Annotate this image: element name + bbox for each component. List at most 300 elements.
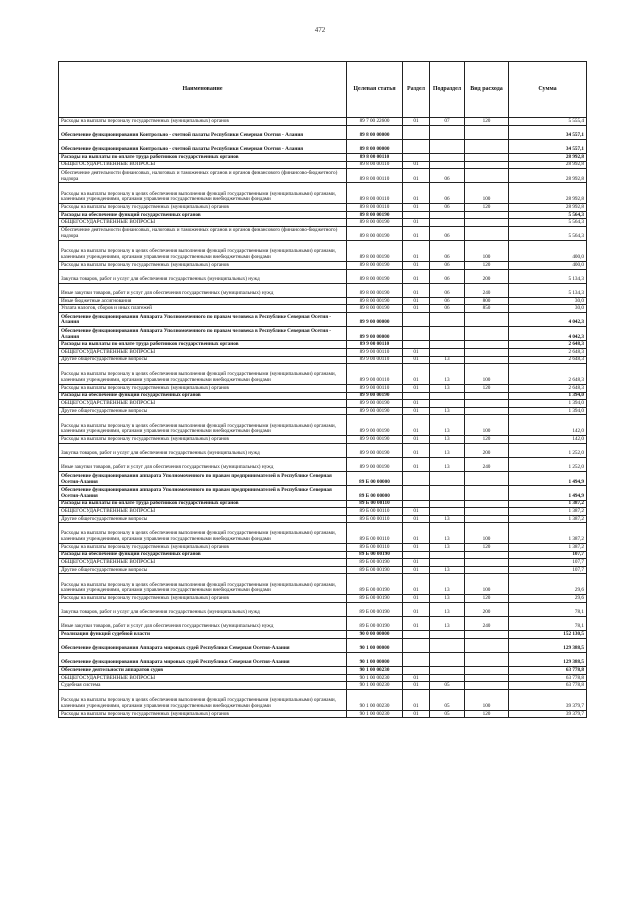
cell-name: Расходы на выплаты персоналу в целях обеспечения выполнения функций государственными (муниципальными) органами, казенными учреждениями, органами управления государственными внебюджетными фондами [59,241,347,262]
table-row [59,710,587,718]
cell-amount: 1 494,9 [509,472,587,486]
cell-name: Расходы на выплаты персоналу государственных (муниципальных) органов [59,261,347,269]
cell-section: 01 [403,443,430,457]
cell-name: Иные закупки товаров, работ и услуг для обеспечения государственных (муниципальных) нужд [59,617,347,631]
cell-section: 01 [403,690,430,711]
cell-name: Расходы на обеспечение функций государственных органов [59,392,347,400]
cell-section: 01 [403,305,430,313]
cell-target-code: 89 8 00 00190 [347,297,403,305]
cell-subsection [430,219,465,227]
cell-section [403,139,430,153]
cell-target-code: 89 9 00 00110 [347,349,403,357]
cell-name: Расходы на выплаты персоналу в целях обеспечения выполнения функций государственными (муниципальными) органами, казенными учреждениями, органами управления государственными внебюджетными фондами [59,574,347,595]
cell-expense-type: 100 [465,241,509,262]
cell-expense-type: 120 [465,385,509,393]
table-row [59,551,587,559]
cell-name: Уплата налогов, сборов и иных платежей [59,305,347,313]
cell-name: Обеспечение функционирования Аппарата Уполномоченного по правам человека в Республике Северная Осетия - Алания [59,313,347,327]
cell-target-code: 89 8 00 00190 [347,269,403,283]
cell-section: 01 [403,349,430,357]
cell-amount: 63 778,8 [509,674,587,682]
table-row [59,690,587,711]
table-row [59,631,587,639]
cell-subsection: 05 [430,710,465,718]
cell-target-code: 89 8 00 00190 [347,226,403,240]
cell-target-code: 89 Б 00 00110 [347,515,403,523]
cell-target-code: 89 Б 00 00110 [347,544,403,552]
cell-target-code: 89 8 00 00190 [347,261,403,269]
cell-name: Расходы на выплаты персоналу государственных (муниципальных) органов [59,544,347,552]
cell-amount: 1 252,0 [509,457,587,471]
table-row [59,436,587,444]
cell-name: Обеспечение функционирования Контрольно - счетной палаты Республики Северная Осетия - Алания [59,139,347,153]
cell-target-code: 89 Б 00 00110 [347,500,403,508]
cell-name: ОБЩЕГОСУДАРСТВЕННЫЕ ВОПРОСЫ [59,349,347,357]
cell-section [403,472,430,486]
cell-target-code: 89 9 00 00110 [347,364,403,385]
cell-target-code: 89 8 00 00110 [347,204,403,212]
cell-amount: 142,0 [509,436,587,444]
cell-name: Обеспечение функционирования Аппарата Уполномоченного по правам человека в Республике Северная Осетия - Алания [59,327,347,341]
table-row [59,559,587,567]
table-row [59,241,587,262]
cell-expense-type [465,486,509,500]
cell-expense-type [465,392,509,400]
table-row [59,515,587,523]
cell-subsection: 13 [430,595,465,603]
table-row [59,682,587,690]
cell-amount: 1 394,0 [509,392,587,400]
cell-expense-type: 200 [465,443,509,457]
cell-expense-type: 200 [465,269,509,283]
cell-target-code: 90 1 00 00230 [347,710,403,718]
cell-target-code: 89 8 00 00110 [347,169,403,183]
cell-name: ОБЩЕГОСУДАРСТВЕННЫЕ ВОПРОСЫ [59,219,347,227]
cell-section [403,211,430,219]
table-row [59,283,587,297]
cell-expense-type [465,400,509,408]
table-row [59,638,587,652]
cell-amount: 129 388,5 [509,638,587,652]
cell-amount: 2 648,3 [509,356,587,364]
cell-amount: 2 648,3 [509,385,587,393]
cell-expense-type: 120 [465,544,509,552]
cell-subsection [430,559,465,567]
cell-expense-type [465,674,509,682]
table-row [59,219,587,227]
cell-name: Другие общегосударственные вопросы [59,515,347,523]
cell-amount: 1 387,2 [509,500,587,508]
cell-amount: 1 394,0 [509,400,587,408]
cell-target-code: 89 Б 00 00190 [347,617,403,631]
cell-expense-type [465,139,509,153]
cell-section: 01 [403,436,430,444]
cell-section: 01 [403,457,430,471]
cell-name: Расходы на выплаты по оплате труда работников государственных органов [59,500,347,508]
cell-amount: 5 555,4 [509,118,587,126]
cell-expense-type [465,638,509,652]
cell-subsection [430,139,465,153]
cell-subsection [430,486,465,500]
cell-subsection: 06 [430,283,465,297]
cell-amount: 1 394,0 [509,407,587,415]
cell-expense-type: 120 [465,118,509,126]
cell-target-code: 89 Б 00 00000 [347,486,403,500]
cell-expense-type [465,211,509,219]
cell-expense-type [465,472,509,486]
table-row [59,364,587,385]
cell-expense-type [465,682,509,690]
cell-name: Расходы на выплаты персоналу государственных (муниципальных) органов [59,118,347,126]
cell-target-code: 89 8 00 00110 [347,183,403,204]
cell-expense-type [465,551,509,559]
cell-section: 01 [403,219,430,227]
cell-subsection: 06 [430,183,465,204]
cell-amount: 5 564,3 [509,226,587,240]
cell-name: Обеспечение функционирования Контрольно - счетной палаты Республики Северная Осетия - Алания [59,125,347,139]
cell-expense-type: 850 [465,305,509,313]
cell-section: 01 [403,118,430,126]
cell-subsection: 13 [430,436,465,444]
cell-amount: 1 252,0 [509,443,587,457]
cell-amount: 39 379,7 [509,690,587,711]
cell-target-code: 89 8 00 00190 [347,219,403,227]
table-row [59,139,587,153]
cell-amount: 152 130,5 [509,631,587,639]
cell-section [403,551,430,559]
header-name: Наименование [59,62,347,118]
cell-subsection [430,667,465,675]
cell-expense-type [465,341,509,349]
cell-section: 01 [403,617,430,631]
cell-name: Расходы на выплаты персоналу в целях обеспечения выполнения функций государственными (муниципальными) органами, казенными учреждениями, органами управления государственными внебюджетными фондами [59,523,347,544]
cell-subsection: 13 [430,443,465,457]
cell-target-code: 89 Б 00 00190 [347,559,403,567]
cell-section: 01 [403,204,430,212]
cell-subsection [430,211,465,219]
cell-target-code: 89 Б 00 00000 [347,472,403,486]
table-row [59,161,587,169]
cell-expense-type: 100 [465,415,509,436]
table-header-row [59,62,587,118]
cell-subsection: 06 [430,226,465,240]
cell-name: Расходы на выплаты персоналу государственных (муниципальных) органов [59,204,347,212]
cell-name: Другие общегосударственные вопросы [59,566,347,574]
cell-section: 01 [403,161,430,169]
cell-subsection: 06 [430,241,465,262]
cell-subsection [430,653,465,667]
cell-amount: 142,0 [509,415,587,436]
cell-subsection [430,400,465,408]
cell-name: Другие общегосударственные вопросы [59,407,347,415]
table-row [59,204,587,212]
cell-name: Обеспечение деятельности аппаратов судов [59,667,347,675]
cell-target-code: 89 8 00 00190 [347,211,403,219]
cell-expense-type [465,653,509,667]
table-row [59,523,587,544]
cell-expense-type [465,313,509,327]
cell-target-code: 89 Б 00 00190 [347,595,403,603]
cell-target-code: 89 Б 00 00190 [347,551,403,559]
cell-amount: 28 992,8 [509,169,587,183]
table-row [59,327,587,341]
cell-target-code: 90 0 00 00000 [347,631,403,639]
table-row [59,602,587,616]
cell-name: ОБЩЕГОСУДАРСТВЕННЫЕ ВОПРОСЫ [59,400,347,408]
cell-subsection [430,392,465,400]
table-row [59,297,587,305]
cell-amount: 28 992,8 [509,153,587,161]
cell-name: ОБЩЕГОСУДАРСТВЕННЫЕ ВОПРОСЫ [59,508,347,516]
cell-section: 01 [403,523,430,544]
table-row [59,653,587,667]
cell-section: 01 [403,544,430,552]
cell-name: Закупка товаров, работ и услуг для обеспечения государственных (муниципальных) нужд [59,443,347,457]
cell-amount: 78,1 [509,617,587,631]
cell-subsection [430,500,465,508]
cell-target-code: 89 8 00 00110 [347,153,403,161]
cell-subsection: 06 [430,169,465,183]
cell-amount: 30,0 [509,305,587,313]
cell-section [403,653,430,667]
cell-expense-type [465,226,509,240]
cell-subsection [430,153,465,161]
table-row [59,500,587,508]
cell-target-code: 90 1 00 00230 [347,667,403,675]
cell-amount: 5 564,3 [509,211,587,219]
cell-expense-type [465,407,509,415]
cell-section [403,638,430,652]
table-row [59,400,587,408]
table-row [59,169,587,183]
cell-amount: 34 557,1 [509,125,587,139]
cell-amount: 30,0 [509,297,587,305]
cell-name: Обеспечение функционирования Аппарата мировых судей Республики Северная Осетия-Алания [59,638,347,652]
cell-amount: 63 778,8 [509,682,587,690]
cell-subsection: 13 [430,415,465,436]
table-row [59,667,587,675]
cell-expense-type [465,566,509,574]
table-row [59,269,587,283]
cell-amount: 29,6 [509,595,587,603]
cell-expense-type [465,508,509,516]
cell-target-code: 89 9 00 00110 [347,341,403,349]
table-row [59,595,587,603]
cell-target-code: 89 Б 00 00110 [347,508,403,516]
cell-name: Расходы на выплаты персоналу в целях обеспечения выполнения функций государственными (муниципальными) органами, казенными учреждениями, органами управления государственными внебюджетными фондами [59,690,347,711]
cell-amount: 1 387,2 [509,508,587,516]
cell-name: Обеспечение функционирования Аппарата мировых судей Республики Северная Осетия-Алания [59,653,347,667]
budget-table [58,61,587,718]
cell-name: ОБЩЕГОСУДАРСТВЕННЫЕ ВОПРОСЫ [59,161,347,169]
cell-subsection [430,161,465,169]
table-row [59,341,587,349]
cell-expense-type [465,219,509,227]
cell-target-code: 89 8 00 00000 [347,139,403,153]
cell-amount: 107,7 [509,559,587,567]
cell-name: Закупка товаров, работ и услуг для обеспечения государственных (муниципальных) нужд [59,602,347,616]
cell-subsection: 13 [430,544,465,552]
cell-section: 01 [403,356,430,364]
cell-amount: 1 387,2 [509,523,587,544]
table-body [59,118,587,718]
cell-subsection: 06 [430,204,465,212]
cell-subsection: 06 [430,297,465,305]
header-expense-type: Вид расхода [465,62,509,118]
cell-name: Расходы на выплаты персоналу в целях обеспечения выполнения функций государственными (муниципальными) органами, казенными учреждениями, органами управления государственными внебюджетными фондами [59,415,347,436]
cell-subsection: 13 [430,457,465,471]
cell-name: Иные бюджетные ассигнования [59,297,347,305]
table-row [59,183,587,204]
cell-subsection [430,349,465,357]
cell-target-code: 89 Б 00 00190 [347,566,403,574]
cell-subsection: 13 [430,364,465,385]
cell-section: 01 [403,385,430,393]
cell-section [403,341,430,349]
cell-target-code: 90 1 00 00230 [347,682,403,690]
cell-section [403,631,430,639]
cell-subsection [430,472,465,486]
cell-name: Расходы на выплаты персоналу в целях обеспечения выполнения функций государственными (муниципальными) органами, казенными учреждениями, органами управления государственными внебюджетными фондами [59,364,347,385]
cell-expense-type: 100 [465,574,509,595]
cell-expense-type [465,153,509,161]
cell-section [403,392,430,400]
cell-section [403,667,430,675]
cell-target-code: 89 8 00 00190 [347,305,403,313]
cell-section: 01 [403,595,430,603]
cell-target-code: 89 8 00 00190 [347,241,403,262]
table-row [59,674,587,682]
cell-name: Расходы на обеспечение функций государственных органов [59,551,347,559]
cell-amount: 28 992,8 [509,183,587,204]
cell-name: Расходы на выплаты персоналу государственных (муниципальных) органов [59,595,347,603]
table-row [59,574,587,595]
cell-target-code: 89 9 00 00190 [347,457,403,471]
cell-section: 01 [403,602,430,616]
cell-name: Расходы на обеспечение функций государственных органов [59,211,347,219]
cell-subsection: 06 [430,269,465,283]
header-subsection: Подраздел [430,62,465,118]
cell-name: Реализация функций судебной власти [59,631,347,639]
table-row [59,305,587,313]
cell-section [403,486,430,500]
cell-name: Расходы на выплаты персоналу в целях обеспечения выполнения функций государственными (муниципальными) органами, казенными учреждениями, органами управления государственными внебюджетными фондами [59,183,347,204]
cell-section: 01 [403,297,430,305]
cell-target-code: 89 7 00 22600 [347,118,403,126]
cell-amount: 78,1 [509,602,587,616]
cell-section: 01 [403,559,430,567]
cell-subsection: 06 [430,305,465,313]
cell-name: Закупка товаров, работ и услуг для обеспечения государственных (муниципальных) нужд [59,269,347,283]
cell-expense-type: 120 [465,595,509,603]
cell-expense-type [465,161,509,169]
cell-expense-type: 120 [465,204,509,212]
cell-name: ОБЩЕГОСУДАРСТВЕННЫЕ ВОПРОСЫ [59,559,347,567]
cell-section: 01 [403,682,430,690]
cell-expense-type [465,559,509,567]
table-row [59,349,587,357]
cell-section [403,125,430,139]
cell-amount: 2 648,3 [509,349,587,357]
table-row [59,407,587,415]
cell-subsection: 06 [430,261,465,269]
cell-target-code: 89 9 00 00190 [347,436,403,444]
cell-amount: 400,0 [509,261,587,269]
cell-section: 01 [403,283,430,297]
cell-expense-type: 240 [465,457,509,471]
cell-expense-type [465,356,509,364]
cell-section: 01 [403,508,430,516]
cell-expense-type: 100 [465,690,509,711]
cell-name: ОБЩЕГОСУДАРСТВЕННЫЕ ВОПРОСЫ [59,674,347,682]
cell-section: 01 [403,674,430,682]
cell-section [403,327,430,341]
cell-target-code: 89 8 00 00190 [347,283,403,297]
cell-amount: 28 992,8 [509,204,587,212]
cell-subsection [430,341,465,349]
cell-expense-type: 100 [465,523,509,544]
cell-name: Иные закупки товаров, работ и услуг для обеспечения государственных (муниципальных) нужд [59,457,347,471]
cell-subsection [430,125,465,139]
cell-section: 01 [403,415,430,436]
cell-name: Обеспечение деятельности финансовых, налоговых и таможенных органов и органов финансового (финансово-бюджетного) надзора [59,226,347,240]
cell-amount: 4 042,3 [509,313,587,327]
table-row [59,226,587,240]
cell-name: Судебная система [59,682,347,690]
cell-expense-type: 120 [465,710,509,718]
cell-target-code: 90 1 00 00230 [347,690,403,711]
table-row [59,356,587,364]
table-row [59,544,587,552]
cell-amount: 400,0 [509,241,587,262]
cell-subsection: 13 [430,523,465,544]
table-row [59,472,587,486]
cell-expense-type [465,667,509,675]
cell-name: Обеспечение функционирования аппарата Уполномоченного по правам предпринимателей в Республике Северная Осетия-Алания [59,486,347,500]
cell-amount: 4 042,3 [509,327,587,341]
table-row [59,486,587,500]
cell-name: Обеспечение функционирования аппарата Уполномоченного по правам предпринимателей в Республике Северная Осетия-Алания [59,472,347,486]
cell-section [403,500,430,508]
cell-amount: 5 134,3 [509,283,587,297]
cell-amount: 29,6 [509,574,587,595]
table-row [59,118,587,126]
cell-target-code: 89 8 00 00000 [347,125,403,139]
cell-target-code: 89 8 00 00110 [347,161,403,169]
cell-target-code: 89 9 00 00190 [347,400,403,408]
cell-target-code: 90 1 00 00230 [347,674,403,682]
cell-section: 01 [403,407,430,415]
table-row [59,211,587,219]
table-row [59,443,587,457]
table-row [59,566,587,574]
cell-name: Иные закупки товаров, работ и услуг для обеспечения государственных (муниципальных) нужд [59,283,347,297]
cell-section: 01 [403,226,430,240]
table-row [59,392,587,400]
cell-name: Другие общегосударственные вопросы [59,356,347,364]
cell-target-code: 89 9 00 00110 [347,385,403,393]
cell-section: 01 [403,241,430,262]
cell-expense-type: 120 [465,261,509,269]
cell-target-code: 89 9 00 00000 [347,327,403,341]
cell-subsection: 07 [430,118,465,126]
cell-subsection: 13 [430,515,465,523]
cell-amount: 1 387,2 [509,544,587,552]
cell-expense-type: 800 [465,297,509,305]
table-row [59,415,587,436]
cell-amount: 129 388,5 [509,653,587,667]
cell-section: 01 [403,710,430,718]
